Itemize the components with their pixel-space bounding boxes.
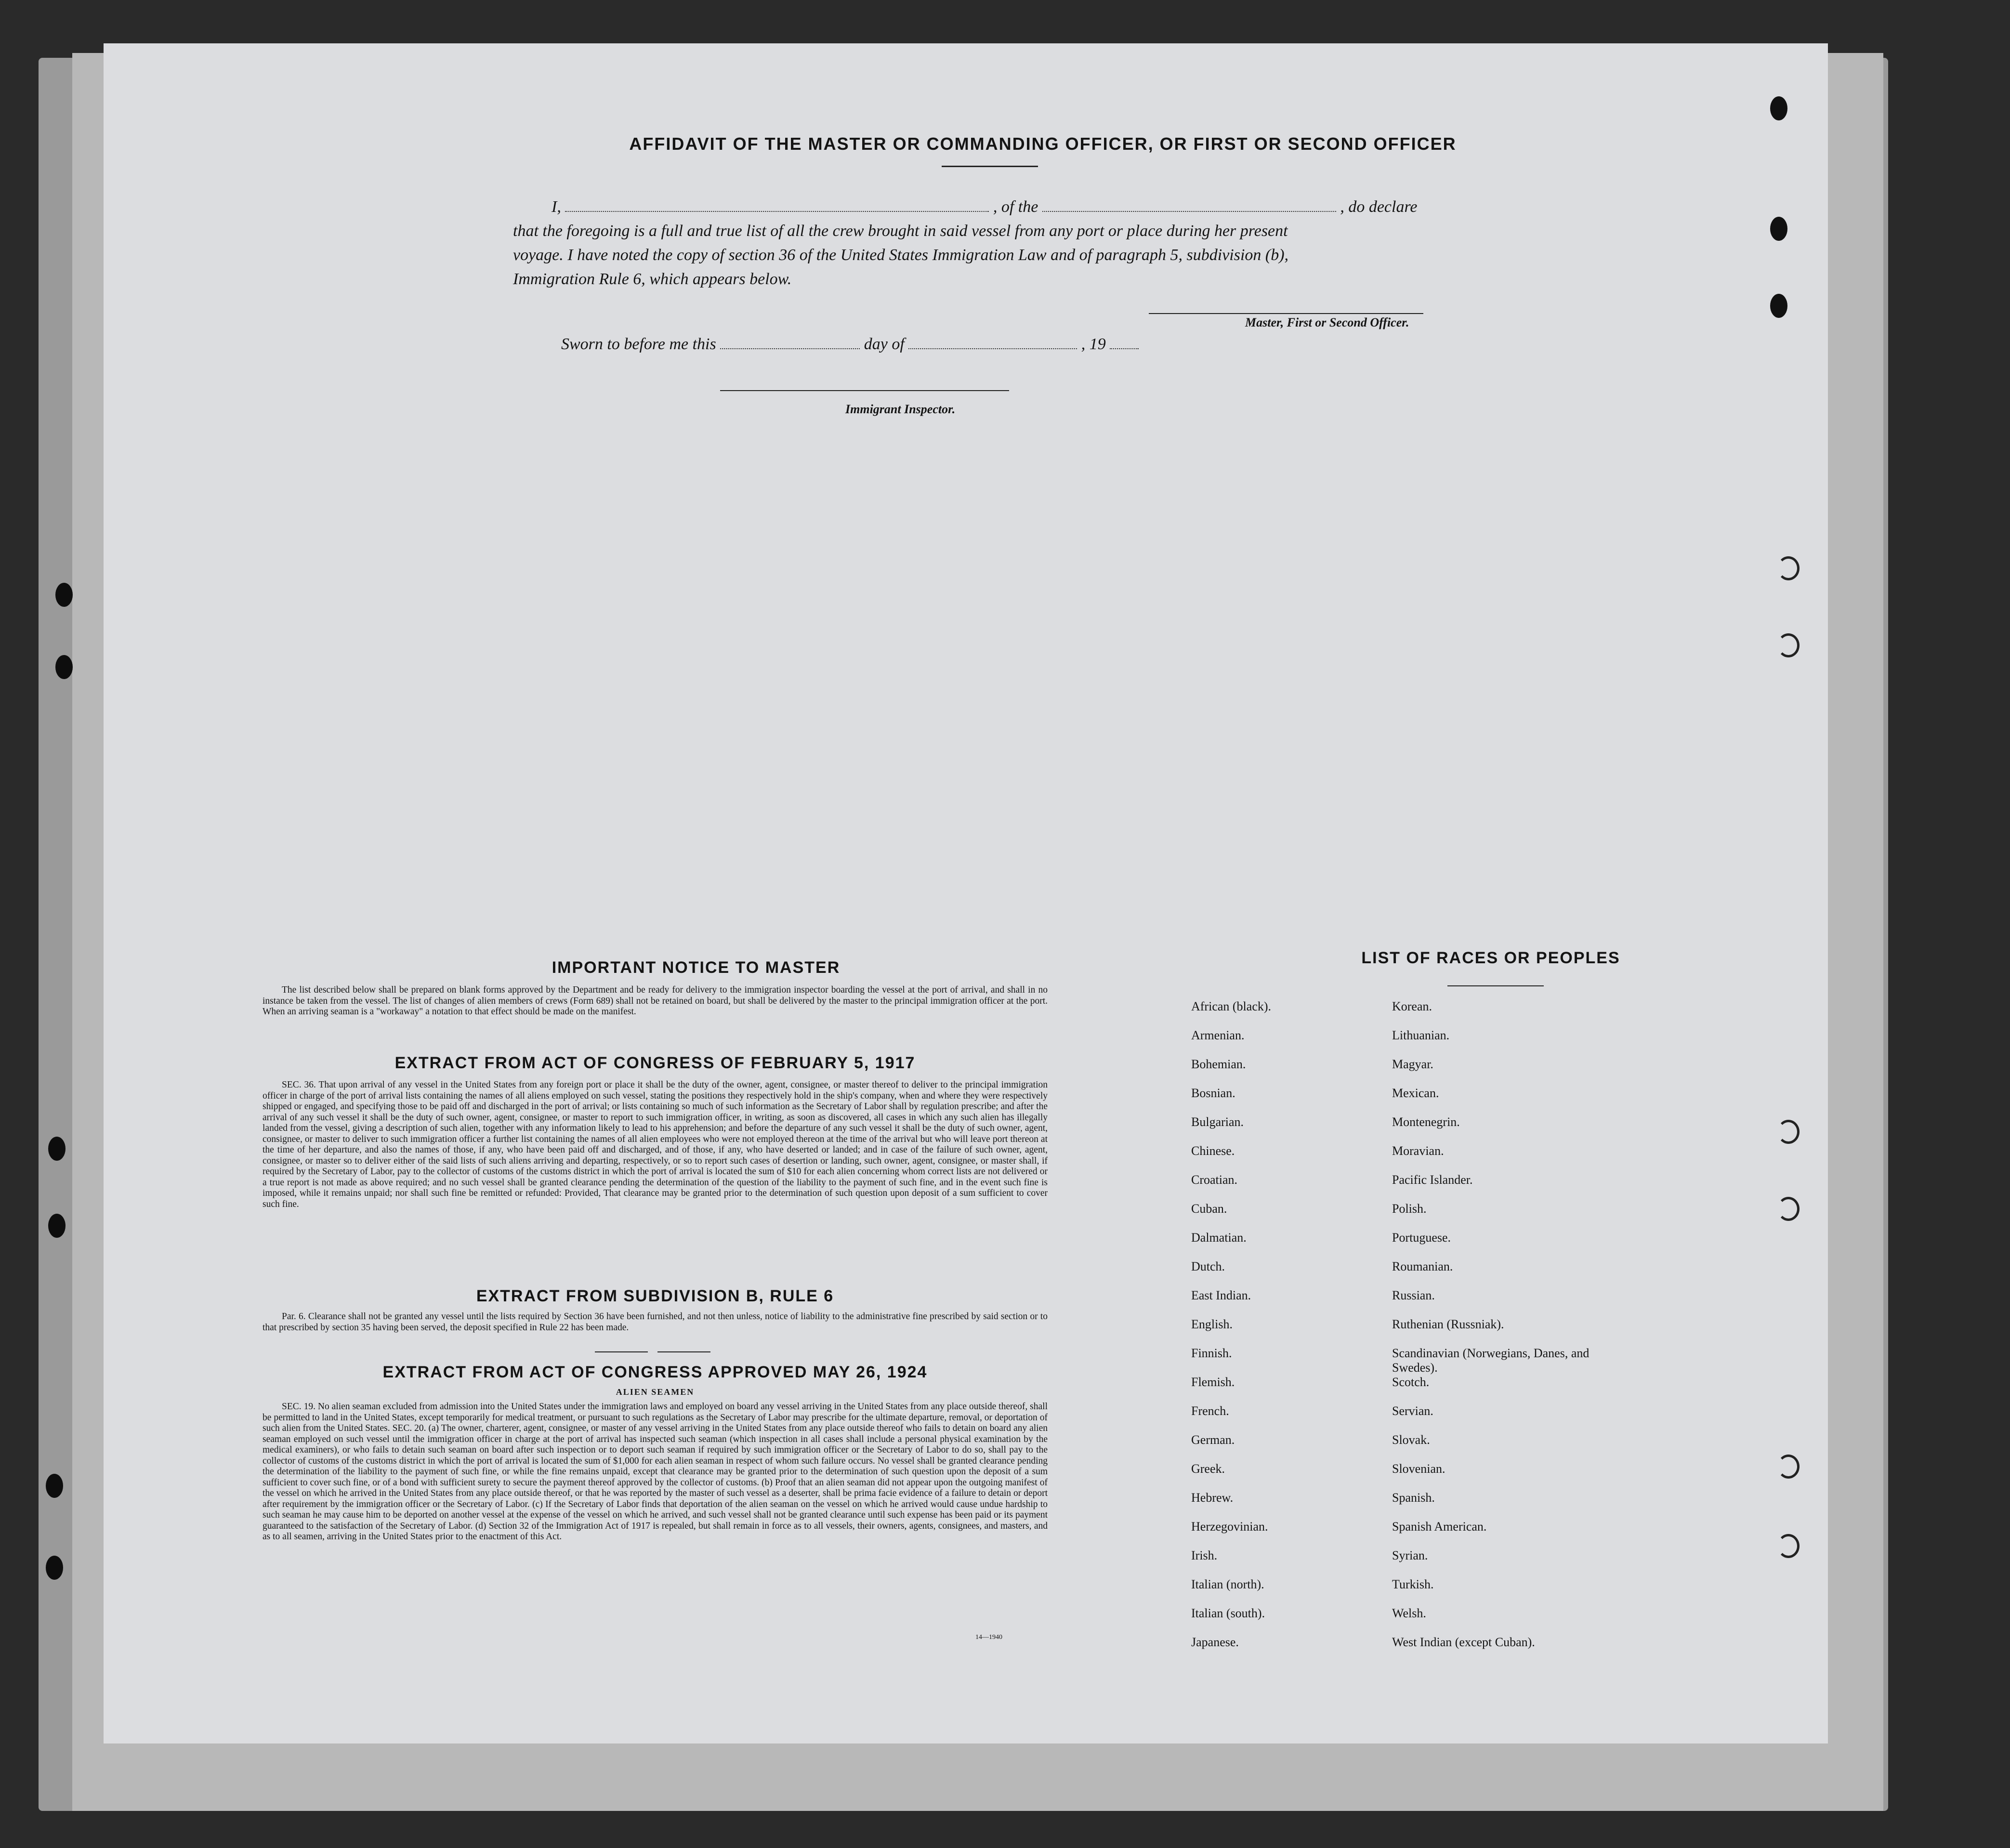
declaration-do-declare: , do declare [1340,198,1418,216]
sworn-month-blank[interactable] [908,337,1077,349]
races-title: LIST OF RACES OR PEOPLES [1361,949,1620,967]
race-item: Welsh. [1392,1606,1426,1620]
declaration-text-3: voyage. I have noted the copy of section 36 of the United States Immigration Law and of paragraph 5, subdivision (b), [513,246,1289,264]
binder-ring [1777,556,1800,580]
race-item: Croatian. [1191,1173,1238,1187]
race-item: Magyar. [1392,1057,1433,1071]
binder-ring [1777,1120,1800,1144]
race-item: West Indian (except Cuban). [1392,1635,1535,1649]
extract-rule6-title: EXTRACT FROM SUBDIVISION B, RULE 6 [476,1287,834,1305]
race-item: Japanese. [1191,1635,1239,1649]
declaration-i: I, [552,198,561,216]
race-item: Mexican. [1392,1086,1439,1100]
binder-hole [46,1556,63,1580]
race-item: Herzegovinian. [1191,1520,1268,1533]
binder-hole [1770,217,1787,241]
race-item: Scandinavian (Norwegians, Danes, and Swedes). [1392,1346,1590,1375]
race-item: Lithuanian. [1392,1028,1450,1042]
race-item: Russian. [1392,1288,1435,1302]
race-item: Chinese. [1191,1144,1235,1158]
declaration-of-the: , of the [993,198,1038,216]
binder-hole [48,1137,66,1161]
race-item: Hebrew. [1191,1491,1234,1505]
races-list-right [1392,999,1623,1664]
race-item: Dutch. [1191,1259,1225,1273]
extract-1924-title: EXTRACT FROM ACT OF CONGRESS APPROVED MAY 26, 1924 [382,1363,928,1381]
race-item: Spanish American. [1392,1520,1487,1533]
race-item: Montenegrin. [1392,1115,1460,1129]
binder-hole [55,655,73,679]
binder-hole [55,583,73,607]
binder-hole [48,1214,66,1238]
extract-1917-body: SEC. 36. That upon arrival of any vessel in the United States from any foreign port or place it shall be the duty of the owner, agent, consignee, or master thereof to deliver to the principal immigration officer in charge of the port of arrival lists containing the names of all aliens employed on such vessel, stating the positions they respectively hold in the ship's company, when and where they were respectively shipped or engaged, and specifying those to be paid off and discharged in the port of arrival; or lists containing so much of such information as the Secretary of Labor shall by regulation prescribe; and after the arrival of any such vessel it shall be the duty of such owner, agent, consignee, or master to report to such immigration officer, in writing, as soon as discovered, all cases in which any such alien has illegally landed from the vessel, giving a description of such alien, together with any information likely to lead to his apprehension; and before the departure of any such vessel it shall be the duty of such owner, agent, consignee, or master to deliver to such immigration officer a further list containing the names of all alien employees who were not employed thereon at the time of the arrival but who will leave port thereon at the time of her departure, and also the names of those, if any, who have been paid off and discharged, and of those, if any, who have deserted or landed; and in case of the failure of such owner, agent, consignee, or master so to deliver either of the said lists of such aliens arriving and departing, respectively, or so to report such cases of desertion or landing, such owner, agent, consignee, or master shall, if required by the Secretary of Labor, pay to the collector of customs of the customs district in which the port of arrival is located the sum of $10 for each alien concerning whom correct lists are not delivered or a true report is not made as above required; and no such vessel shall be granted clearance pending the determination of the question of the liability to the payment of such fine, and in the event such fine is imposed, while it remains unpaid; nor shall such fine be remitted or refunded: Provided, That clearance may be granted prior to the determination of such question upon deposit of a sum sufficient to cover such fine. [263,1080,1048,1209]
notice-body: The list described below shall be prepared on blank forms approved by the Department and be ready for delivery to the immigration inspector boarding the vessel at the port of arrival, and shall in no instance be taken from the vessel. The list of changes of alien members of crews (Form 689) shall not be retained on board, but shall be delivered by the master to the principal immigration officer at the port. When an arriving seaman is a "workaway" a notation to that effect should be made on the manifest. [263,985,1048,1017]
master-signature-line[interactable] [1149,313,1423,314]
binder-hole [1770,96,1787,120]
race-item: Ruthenian (Russniak). [1392,1317,1504,1331]
binder-ring [1777,1534,1800,1558]
extract-1924-body: SEC. 19. No alien seaman excluded from admission into the United States under the immigration laws and employed on board any vessel arriving in the United States from any place outside thereof, shall be permitted to land in the United States, except temporarily for medical treatment, or pursuant to such regulations as the Secretary of Labor may prescribe for the ultimate departure, removal, or deportation of such alien from the United States. SEC. 20. (a) The owner, charterer, agent, consignee, or master of any vessel arriving in the United States from any place outside thereof who fails to detain on board any alien seaman employed on such vessel until the immigration officer in charge at the port of arrival has inspected such seaman (which inspection in all cases shall include a personal physical examination by the medical examiners), or who fails to detain such seaman on board after such inspection or to deport such seaman if required by such immigration officer or the Secretary of Labor to do so, shall pay to the collector of customs of the customs district in which the port of arrival is located the sum of $1,000 for each alien seaman in respect of whom such failure occurs. No vessel shall be granted clearance pending the determination of the liability to the payment of such fine, or while the fine remains unpaid, except that clearance may be granted prior to the determination of such question upon the deposit of a sum sufficient to cover such fine, or of a bond with sufficient surety to secure the payment thereof approved by the collector of customs. (b) Proof that an alien seaman did not appear upon the outgoing manifest of the vessel on which he arrived in the United States from any place outside thereof, or that he was reported by the master of such vessel as a deserter, shall be prima facie evidence of a failure to detain or deport after requirement by the immigration officer or the Secretary of Labor. (c) If the Secretary of Labor finds that deportation of the alien seaman on the vessel on which he arrived would cause undue hardship to such seaman he may cause him to be deported on another vessel at the expense of the vessel on which he arrived, and such vessel shall not be granted clearance until such expense has been paid or its payment guaranteed to the satisfaction of the Secretary of Labor. (d) Section 32 of the Immigration Act of 1917 is repealed, but shall remain in force as to all vessels, their owners, agents, consignees, and masters, and as to all seamen, arriving in the United States prior to the enactment of this Act. [263,1402,1048,1542]
binder-ring [1777,1455,1800,1479]
race-item: Bulgarian. [1191,1115,1244,1129]
race-item: Syrian. [1392,1548,1428,1562]
race-item: Finnish. [1191,1346,1232,1360]
binder-hole [1770,294,1787,318]
section-divider [657,1351,710,1352]
race-item: Cuban. [1191,1202,1227,1216]
race-item: German. [1191,1433,1235,1447]
race-item: Bosnian. [1191,1086,1235,1100]
race-item: French. [1191,1404,1229,1418]
race-item: Flemish. [1191,1375,1235,1389]
sworn-label: Sworn to before me this [561,335,716,353]
inspector-signature-label: Immigrant Inspector. [845,402,956,416]
extract-rule6-body: Par. 6. Clearance shall not be granted any vessel until the lists required by Section 36 have been furnished, and not then unless, notice of liability to the administrative fine prescribed by said section or to that prescribed by section 35 having been served, the deposit specified in Rule 22 has been made. [263,1311,1048,1333]
form-number: 14—1940 [975,1634,1002,1641]
race-item: Pacific Islander. [1392,1173,1473,1187]
sworn-day-blank[interactable] [720,337,860,349]
name-blank[interactable] [565,199,989,212]
declaration-line [513,195,1626,219]
race-item: Spanish. [1392,1491,1435,1505]
race-item: Italian (north). [1191,1577,1264,1591]
race-item: Slovak. [1392,1433,1430,1447]
extract-1917-title: EXTRACT FROM ACT OF CONGRESS OF FEBRUARY 5, 1917 [394,1054,916,1072]
race-item: African (black). [1191,999,1272,1013]
sworn-line [561,332,1524,356]
vessel-blank[interactable] [1042,199,1336,212]
binder-ring [1777,633,1800,657]
race-item: English. [1191,1317,1233,1331]
race-item: Polish. [1392,1202,1427,1216]
extract-1924-subtitle: ALIEN SEAMEN [616,1387,695,1397]
race-item: Italian (south). [1191,1606,1265,1620]
race-item: Irish. [1191,1548,1218,1562]
race-item: Moravian. [1392,1144,1444,1158]
inspector-signature-line[interactable] [720,390,1009,391]
race-item: Korean. [1392,999,1432,1013]
race-item: Armenian. [1191,1028,1245,1042]
binder-hole [46,1474,63,1498]
race-item: Greek. [1191,1462,1225,1476]
section-divider [595,1351,648,1352]
race-item: Scotch. [1392,1375,1430,1389]
document-page [104,43,1828,1743]
sworn-year: , 19 [1081,335,1106,353]
races-list-left [1191,999,1374,1664]
race-item: East Indian. [1191,1288,1251,1302]
title-rule [942,166,1038,167]
race-item: Portuguese. [1392,1231,1451,1245]
declaration-text-4: Immigration Rule 6, which appears below. [513,270,792,288]
race-item: Turkish. [1392,1577,1434,1591]
notice-title: IMPORTANT NOTICE TO MASTER [552,958,841,977]
race-item: Servian. [1392,1404,1433,1418]
declaration-text-2: that the foregoing is a full and true list of all the crew brought in said vessel from any port or place during her present [513,222,1288,240]
race-item: Slovenian. [1392,1462,1445,1476]
affidavit-title: AFFIDAVIT OF THE MASTER OR COMMANDING OFFICER, OR FIRST OR SECOND OFFICER [629,134,1457,154]
binder-ring [1777,1197,1800,1221]
races-title-rule [1447,985,1544,986]
sworn-year-blank[interactable] [1110,337,1139,349]
race-item: Bohemian. [1191,1057,1246,1071]
race-item: Roumanian. [1392,1259,1453,1273]
race-item: Dalmatian. [1191,1231,1247,1245]
sworn-day-of: day of [864,335,905,353]
master-signature-label: Master, First or Second Officer. [1245,315,1409,329]
